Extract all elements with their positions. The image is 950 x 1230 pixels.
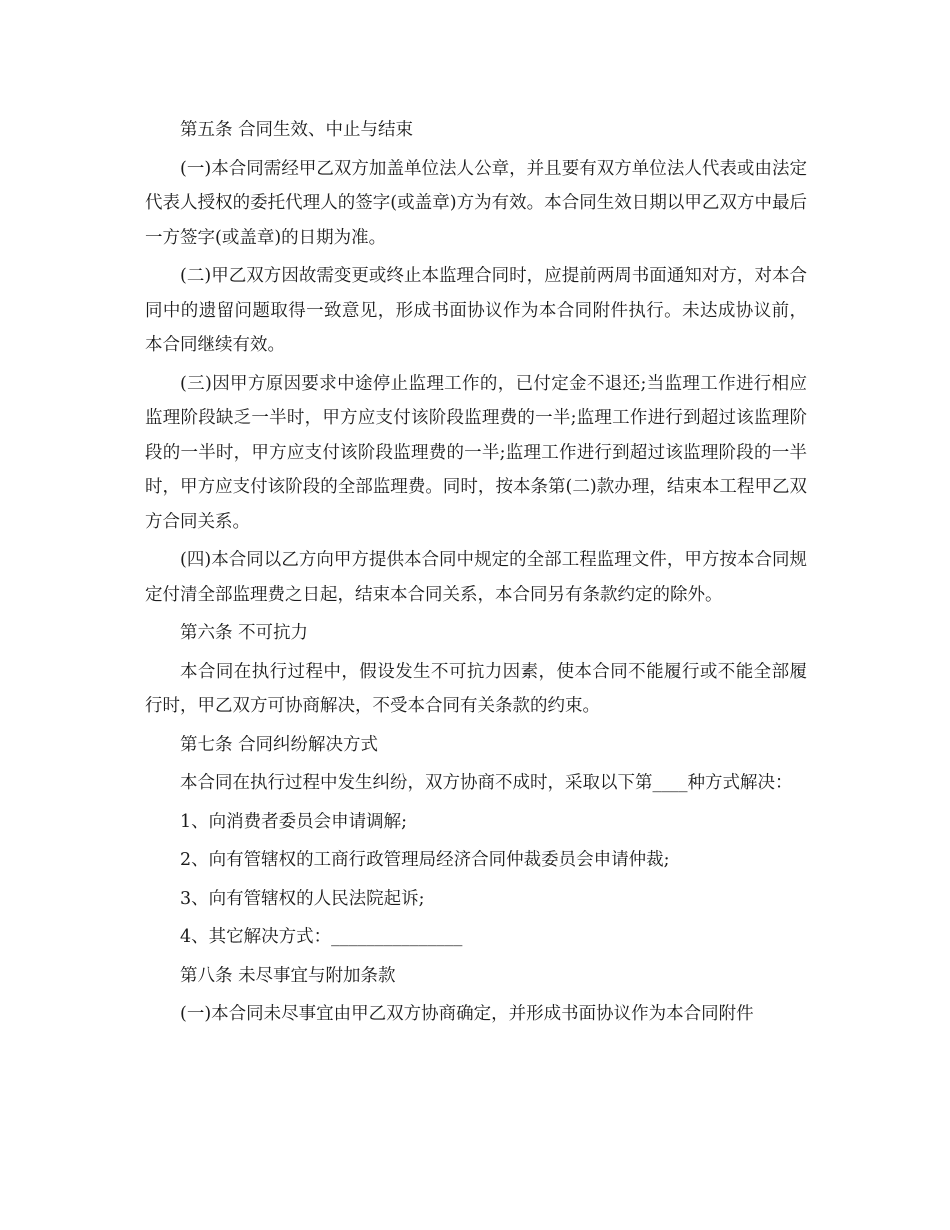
section-heading-6: 第六条 不可抗力	[180, 623, 309, 643]
paragraph-7-1: 本合同在执行过程中发生纠纷，双方协商不成时，采取以下第____种方式解决：	[180, 773, 793, 793]
list-item-7-2: 2、向有管辖权的工商行政管理局经济合同仲裁委员会申请仲裁;	[180, 850, 670, 870]
paragraph-5-3: (三)因甲方原因要求中途停止监理工作的，已付定金不退还;当监理工作进行相应监理阶段缺乏一半时，甲方应支付该阶段监理费的一半;监理工作进行到超过该监理阶段的一半时，甲方应支付该阶段监理费的一半;监理工作进行到超过该监理阶段的一半时，甲方应支付该阶段的全部监理费。同时，按本条第(二)款办理，结束本工程甲乙双方合同关系。	[145, 373, 807, 532]
list-item-7-3: 3、向有管辖权的人民法院起诉;	[180, 888, 425, 909]
section-heading-8: 第八条 未尽事宜与附加条款	[180, 965, 396, 986]
list-item-7-4: 4、其它解决方式：_______________	[180, 927, 463, 947]
document-body	[145, 113, 807, 1036]
section-heading-5: 第五条 合同生效、中止与结束	[180, 120, 414, 140]
section-heading-7: 第七条 合同纠纷解决方式	[180, 734, 379, 755]
list-item-7-1: 1、向消费者委员会申请调解;	[180, 811, 408, 832]
paragraph-8-1: (一)本合同未尽事宜由甲乙双方协商确定，并形成书面协议作为本合同附件	[180, 1004, 754, 1024]
paragraph-5-4: (四)本合同以乙方向甲方提供本合同中规定的全部工程监理文件，甲方按本合同规定付清全部监理费之日起，结束本合同关系，本合同另有条款约定的除外。	[145, 550, 807, 605]
paragraph-5-1: (一)本合同需经甲乙双方加盖单位法人公章，并且要有双方单位法人代表或由法定代表人授权的委托代理人的签字(或盖章)方为有效。本合同生效日期以甲乙双方中最后一方签字(或盖章)的日期为准。	[145, 158, 807, 248]
paragraph-5-2: (二)甲乙双方因故需变更或终止本监理合同时，应提前两周书面通知对方，对本合同中的遗留问题取得一致意见，形成书面协议作为本合同附件执行。未达成协议前，本合同继续有效。	[145, 266, 807, 355]
paragraph-6-1: 本合同在执行过程中，假设发生不可抗力因素，使本合同不能履行或不能全部履行时，甲乙双方可协商解决，不受本合同有关条款的约束。	[145, 661, 807, 716]
